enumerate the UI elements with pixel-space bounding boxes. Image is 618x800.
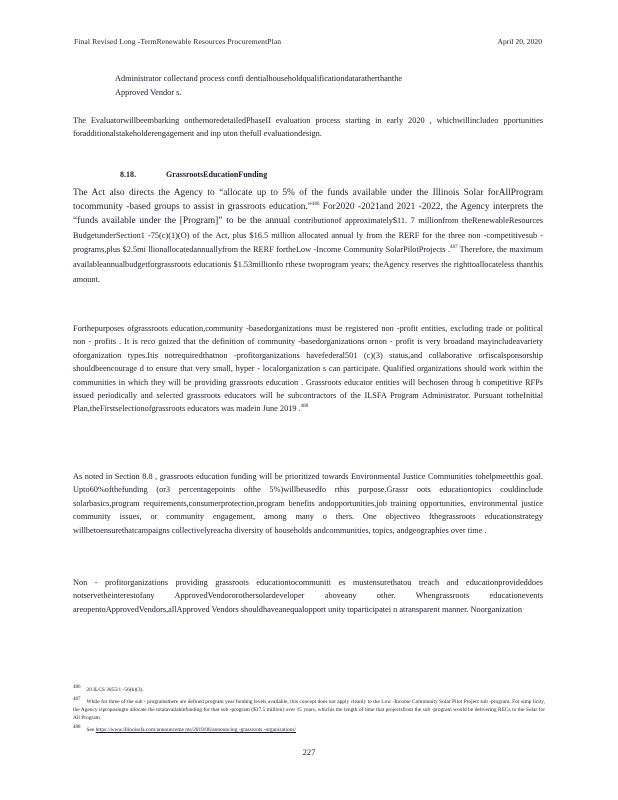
footnote-text: See xyxy=(86,727,95,733)
nonprofit-paragraph: Non - profitorganizations providing grassroots educationtocommuniti es mustensurethatou treach and educationprovideddoes notservetheinterestofany ApprovedVendororothersolardeveloper aboveany other. Whengrassroots educationevents areopentoApprovedVendors,allApproved Vendors shouldhaveanequalopport unity toparticipatei n atransparent manner. Noorganization xyxy=(73,578,543,614)
act-text-d: Therefore, the maximum availableannualbudgetforgrassroots educationis $1.53millionfo rthese twoprogram years; theAgency reserves the righttoallocateless thanthis amount. xyxy=(73,245,543,284)
evaluator-paragraph: The Evaluatorwillbeembarking onthemoredetailedPhaseII evaluation process starting in early 2020 , whichwillincludeo pportunities foradditionalstakeholderengagement and inp uton thefull evaluationdesign. xyxy=(73,116,543,139)
footnote-link[interactable]: https://www.illinoissfa.com/announceme nts/2019/06/announcing -grassroots -organizations/ xyxy=(95,727,296,733)
purposes-text: Forthepurposes ofgrassroots education,community -basedorganizations must be registered non -profit entities, excluding trade or political non - profits . It is reco gnized that the definition of community -basedorganizations ornon - profit is very broadand mayincludeavariety oforganization types.Itis notrequiredthatnon -profitorganizations havefederal501 (c)(3) status,and collaborative orfiscalsponsorship shouldbeencourage d to ensure that very small, hyper - localorganization s can participate. Qualified organizations should work within the communities in which they will be providing grassroots education . Grassroots educator entities will bechosen throug h competitive RFPs issued periodically and selected grassroots educators will be subcontractors of the ILSFA Program Administrator. Pursuant totheInitial Plan,theFirstselectionofgrassroots educators was madein June 2019 . xyxy=(73,324,543,414)
section-number: 8.18. xyxy=(120,170,136,179)
act-paragraph xyxy=(73,187,543,287)
footnote-text: While for three of the sub - programsthere are defined program year funding levels available, this concept does not apply cleanly to the Low -Income Community Solar Pilot Project sub -program. For simp licity, the Agency isproposingto allocate the totalavailablefunding for that sub -program ($37.5 million) over 15 years, whichis the length of time that projectsfrom the sub -program would be delivering RECs to the Solar for All Program xyxy=(73,699,545,721)
indented-line-1: Administrator collectand process confi dentialhouseholdqualificationdataratherthanthe xyxy=(115,74,403,83)
footnote-ref-488[interactable]: 488 xyxy=(300,404,309,410)
footnote-ref-487[interactable]: 487 xyxy=(449,245,458,251)
footnote-text: 20 ILCS 3855/1 -56(b)(3). xyxy=(86,687,144,693)
noted-paragraph: As noted in Section 8.8 , grassroots education funding will be prioritized towards Environmental Justice Communities tohelpmeetthis goal. Upto60%ofthefunding (or3 percentagepoints ofthe 5%)willbeusedfo rthis purpose.Grassr oots educationtopics couldinclude solarbasics,program requirements,consumerprotection,program benefits andopportunities,job training opportunities, environmental justice community issues, or community engagement, among many o thers. One objectiveo fthegrassroots educationstrategy willbetoensurethatcampaigns collectivelyreacha diversity of households andcommunities, topics, andgeographies over time . xyxy=(73,472,543,535)
indented-continuation xyxy=(115,72,535,100)
footnote-487 xyxy=(73,698,545,722)
section-title: GrassrootsEducationFunding xyxy=(166,170,268,179)
act-text-a: The Act also directs the Agency to “allocate up to 5% of the funds available under the Illinois Solar forAllProgram tocommunity -based groups to assist in grassroots education.” xyxy=(73,188,543,212)
act-text-b: For2020 -2021and 2021 -2022, the Agency interprets the “funds available under the [Program]” to be the annual xyxy=(73,201,543,227)
footnote-486 xyxy=(73,686,545,694)
purposes-paragraph xyxy=(73,322,543,416)
running-header xyxy=(74,37,542,46)
header-date: April 20, 2020 xyxy=(497,37,542,46)
footnote-mark: 487 xyxy=(73,697,81,703)
page-number: 227 xyxy=(302,747,316,757)
footnotes xyxy=(73,686,545,738)
footnote-mark: 486 xyxy=(73,685,81,691)
footnote-488 xyxy=(73,726,545,734)
footnote-mark: 488 xyxy=(73,725,81,731)
header-title: Final Revised Long -TermRenewable Resources ProcurementPlan xyxy=(74,37,282,46)
indented-line-2: Approved Vendor s. xyxy=(115,88,182,97)
section-heading xyxy=(120,170,267,179)
act-text-c: contributionof approximately$11. 7 millionfrom theRenewableResources BudgetunderSection1 -75(c)(1)(O) of the Act, plus $16.5 million allocated annual ly from the RERF for the three non -competitivesub -programs,plus $2.5mi llionallocatedannuallyfrom the RERF fortheLow -Income Community SolarPilotProjects . xyxy=(73,216,544,255)
footnote-ref-486[interactable]: 486 xyxy=(311,201,320,207)
